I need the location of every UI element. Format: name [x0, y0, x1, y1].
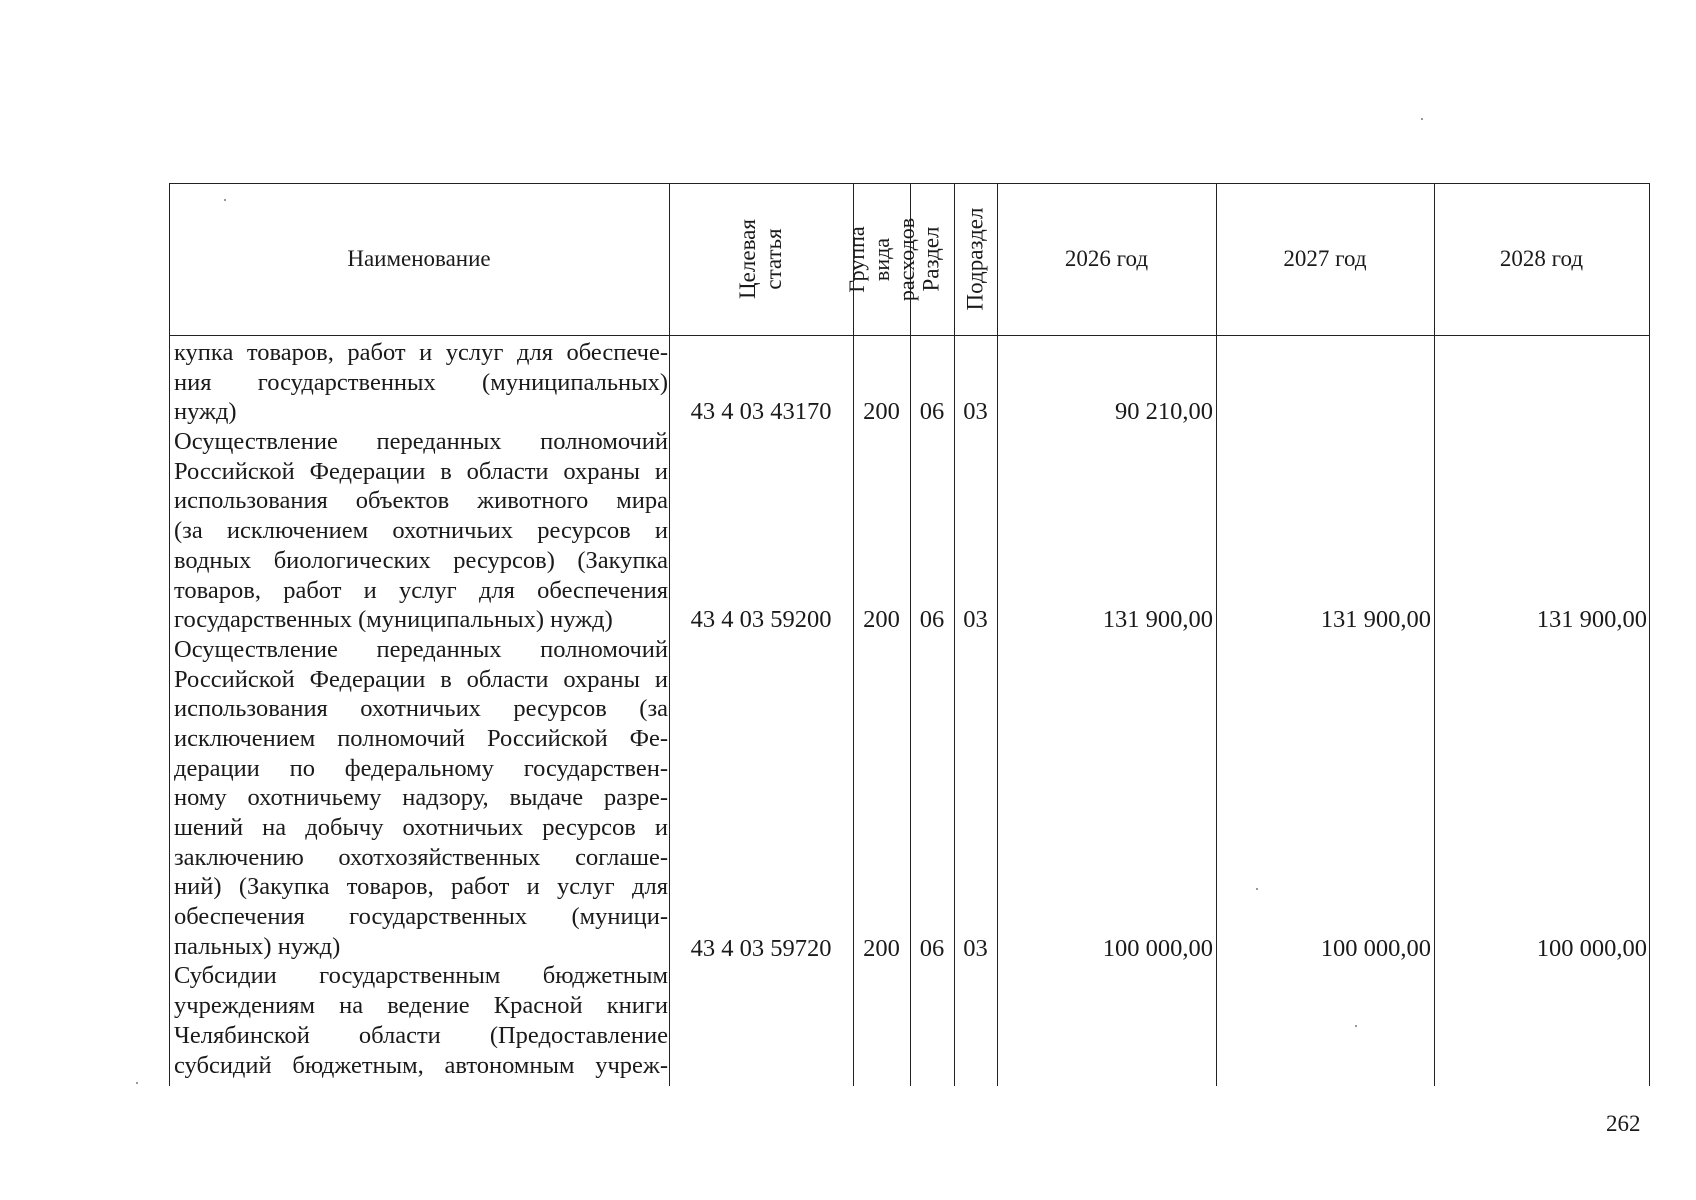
row-name-line: государственных (муниципальных) нужд)	[174, 606, 613, 634]
header-subsection	[954, 183, 997, 335]
header-subsection-label: Подраздел	[962, 207, 988, 311]
budget-table	[169, 183, 1650, 1086]
row-name-line: дерации по федеральному государствен-	[174, 754, 668, 782]
row-name-line: Российской Федерации в области охраны и	[174, 457, 668, 485]
row1-section: 06	[919, 606, 945, 633]
header-year-2027	[1216, 183, 1434, 335]
row0-y2026: 90 210,00	[1115, 398, 1213, 425]
header-target-article-label: Целевая статья	[735, 219, 786, 299]
row-name-line: субсидий бюджетным, автономным учреж-	[174, 1051, 668, 1079]
header-section-label: Раздел	[919, 226, 944, 292]
row2-section: 06	[919, 935, 945, 962]
row1-y2027: 131 900,00	[1320, 606, 1431, 633]
row-name-line: ния государственных (муниципальных)	[174, 368, 668, 396]
row-name-line: шений на добычу охотничьих ресурсов и	[174, 814, 668, 841]
row-name-line: водных биологических ресурсов) (Закупка	[174, 546, 668, 574]
table-right-border	[1649, 183, 1650, 1086]
row-name-line: Осуществление переданных полномочий	[174, 428, 668, 456]
scan-speck	[1256, 888, 1258, 890]
row-name-line: пальных) нужд)	[174, 932, 341, 960]
row-name-line: заключению охотхозяйственных соглаше-	[174, 843, 668, 871]
scan-speck	[224, 199, 226, 201]
row0-group: 200	[863, 398, 900, 425]
header-expense-group	[844, 183, 919, 335]
row2-y2027: 100 000,00	[1320, 935, 1431, 962]
header-year-2028	[1434, 183, 1649, 335]
row-name-line: нужд)	[174, 398, 237, 426]
row1-target: 43 4 03 59200	[690, 606, 832, 633]
row-name-line: ний) (Закупка товаров, работ и услуг для	[174, 873, 668, 901]
row-name-line: Челябинской области (Предоставление	[174, 1021, 668, 1049]
header-target-article	[669, 183, 853, 335]
header-year-2027-label: 2027 год	[1283, 246, 1367, 271]
scan-speck	[1421, 118, 1423, 120]
header-year-2026	[997, 183, 1216, 335]
row-name-line: использования объектов животного мира	[174, 487, 668, 515]
row2-y2026: 100 000,00	[1102, 935, 1213, 962]
row2-target: 43 4 03 59720	[690, 935, 832, 962]
row2-group: 200	[863, 935, 900, 962]
row1-group: 200	[863, 606, 900, 633]
row2-subsection: 03	[963, 935, 988, 962]
row-name-line: обеспечения государственных (муници-	[174, 903, 668, 931]
row-name-line: Осуществление переданных полномочий	[174, 635, 668, 663]
page-number: 262	[1606, 1111, 1641, 1136]
row-name-line: использования охотничьих ресурсов (за	[174, 695, 668, 723]
header-expense-group-label: Группа вида расходов	[844, 217, 919, 301]
header-year-2026-label: 2026 год	[1064, 246, 1149, 271]
row-name-line: (за исключением охотничьих ресурсов и	[174, 517, 668, 545]
name-column	[174, 338, 668, 1080]
header-name-label: Наименование	[347, 246, 491, 271]
row-name-line: купка товаров, работ и услуг для обеспече-	[174, 339, 668, 366]
scan-speck	[136, 1082, 138, 1084]
row0-target: 43 4 03 43170	[690, 398, 832, 425]
header-year-2028-label: 2028 год	[1499, 246, 1584, 271]
row2-y2028: 100 000,00	[1536, 935, 1647, 962]
row-name-line: исключением полномочий Российской Фе-	[174, 724, 668, 752]
row1-y2028: 131 900,00	[1536, 606, 1647, 633]
row1-y2026: 131 900,00	[1102, 606, 1213, 633]
header-name	[169, 183, 669, 335]
row0-subsection: 03	[963, 398, 988, 425]
row-name-line: Субсидии государственным бюджетным	[174, 962, 668, 990]
row-name-line: товаров, работ и услуг для обеспечения	[174, 576, 668, 604]
row-name-line: ному охотничьему надзору, выдаче разре-	[174, 784, 668, 812]
scan-speck	[1355, 1025, 1357, 1027]
row-name-line: Российской Федерации в области охраны и	[174, 665, 668, 693]
header-section	[910, 183, 954, 335]
row-name-line: учреждениям на ведение Красной книги	[174, 992, 668, 1020]
row0-section: 06	[919, 398, 945, 425]
row1-subsection: 03	[963, 606, 988, 633]
